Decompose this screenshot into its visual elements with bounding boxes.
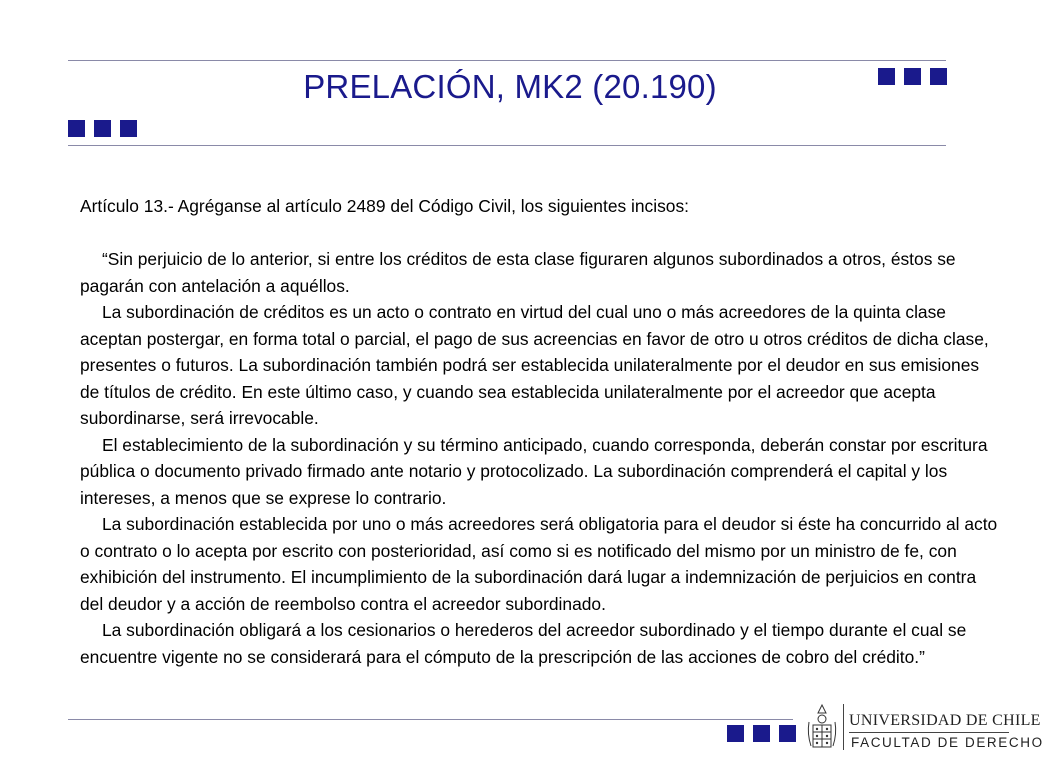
university-seal-icon [805, 702, 839, 752]
paragraph: El establecimiento de la subordinación y su término anticipado, cuando corresponda, deberán constar por escritura pública o documento privado firmado ante notario y protocolizado. La subordinación comprenderá el capital y los intereses, a menos que se exprese lo contrario. [80, 434, 988, 508]
bottom-rule [68, 719, 793, 720]
title-underline-rule [68, 145, 946, 146]
slide-title: PRELACIÓN, MK2 (20.190) [303, 68, 717, 105]
university-logo [805, 702, 1044, 756]
paragraph: La subordinación de créditos es un acto o contrato en virtud del cual uno o más acreedores de la quinta clase aceptan postergar, en forma total o parcial, el pago de sus acreencias en favor de otro u otros créditos de dicha clase, presentes o futuros. La subordinación también podrá ser establecida unilateralmente por el deudor en sus emisiones de títulos de crédito. En este último caso, y cuando sea establecida unilateralmente por el acreedor que acepta subordinarse, será irrevocable. [80, 302, 989, 428]
paragraph: La subordinación establecida por uno o más acreedores será obligatoria para el deudor si éste ha concurrido al acto o contrato o lo acepta por escrito con posterioridad, así como si es notificado del mismo por un ministro de fe, con exhibición del instrumento. El incumplimiento de la subordinación dará lugar a indemnización de perjuicios en contra del deudor y a acción de reembolso contra el acreedor subordinado. [80, 514, 998, 614]
square-icon [904, 68, 921, 85]
logo-university-name: UNIVERSIDAD DE CHILE [849, 712, 1041, 729]
square-icon [68, 120, 85, 137]
square-icon [753, 725, 770, 742]
article-heading: Artículo 13.- Agréganse al artículo 2489 del Código Civil, los siguientes incisos: [80, 196, 690, 216]
decorative-squares-bottom [727, 725, 796, 742]
square-icon [779, 725, 796, 742]
logo-separator [849, 732, 1009, 733]
square-icon [120, 120, 137, 137]
logo-faculty-name: FACULTAD DE DERECHO [851, 735, 1044, 750]
paragraph: La subordinación obligará a los cesionarios o herederos del acreedor subordinado y el tiempo durante el cual se encuentre vigente no se considerará para el cómputo de la prescripción de las acciones de cobro del crédito.” [80, 620, 967, 667]
square-icon [94, 120, 111, 137]
article-body [80, 193, 1000, 670]
square-icon [727, 725, 744, 742]
top-rule [68, 60, 946, 61]
decorative-squares-top-right [878, 68, 947, 85]
square-icon [930, 68, 947, 85]
paragraph: “Sin perjuicio de lo anterior, si entre los créditos de esta clase figuraren algunos subordinados a otros, éstos se pagarán con antelación a aquéllos. [80, 249, 956, 296]
square-icon [878, 68, 895, 85]
logo-divider [843, 704, 844, 750]
decorative-squares-left [68, 120, 137, 137]
